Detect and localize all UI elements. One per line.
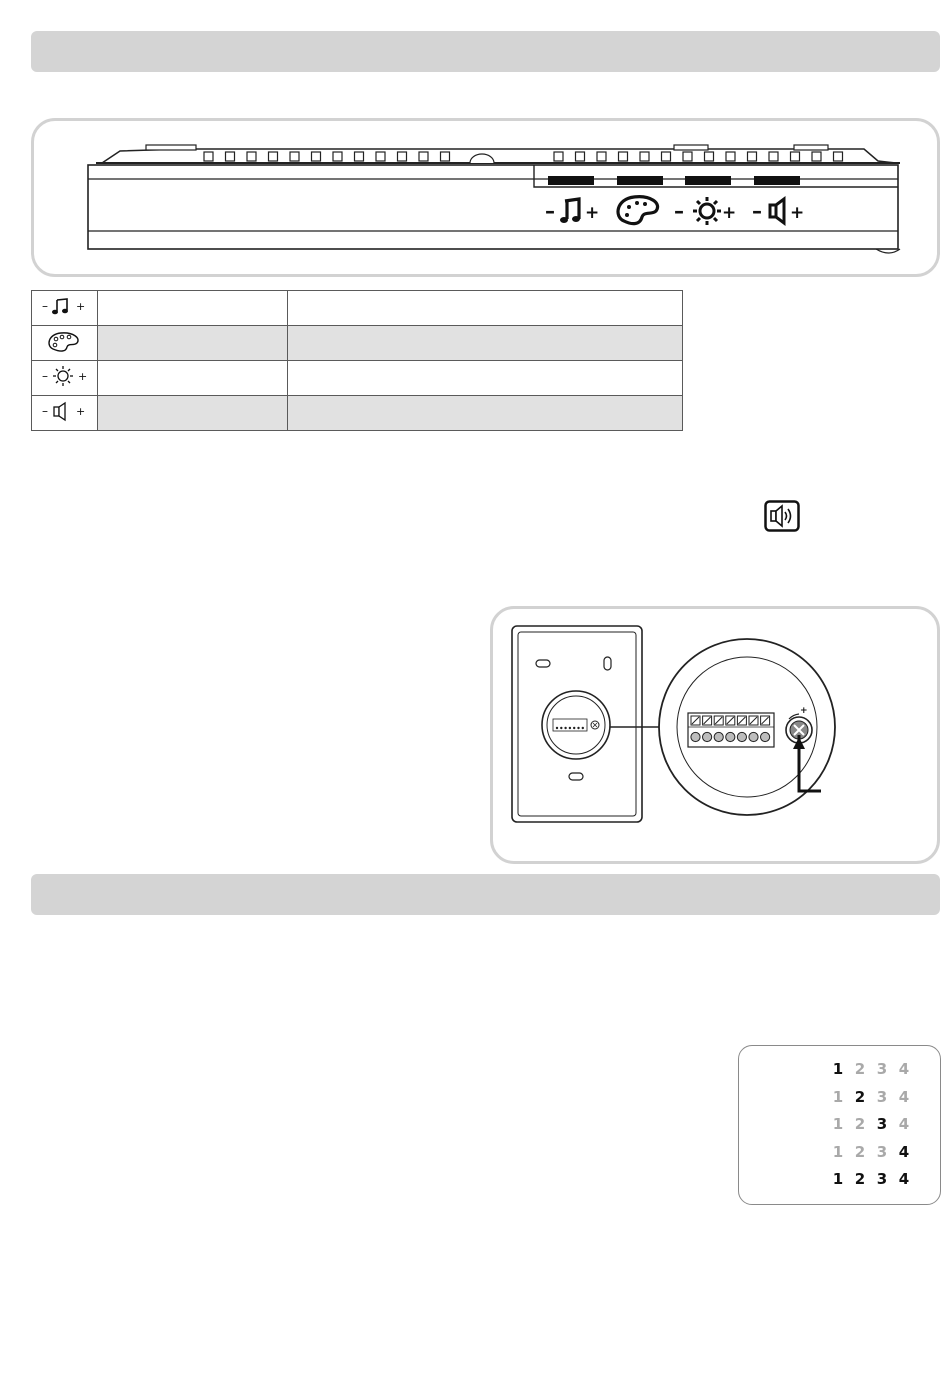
sequence-digit: 1 <box>832 1087 844 1106</box>
terminal-pin <box>569 727 571 729</box>
vent-slot <box>269 152 278 161</box>
vent-slot <box>554 152 563 161</box>
vent-slot <box>597 152 606 161</box>
sequence-digit: 1 <box>832 1060 844 1078</box>
sequence-digit: 3 <box>876 1087 888 1106</box>
section-header-bar-top <box>31 31 940 72</box>
table-icon-cell <box>32 361 98 396</box>
table-cell-description <box>288 326 683 361</box>
table-row <box>32 361 683 396</box>
sequence-digit: 2 <box>854 1115 866 1133</box>
table-cell-name <box>98 291 288 326</box>
speaker-icon <box>40 400 90 422</box>
speaker-sound-icon <box>764 500 800 532</box>
vent-slot <box>834 152 843 161</box>
vent-slot <box>226 152 235 161</box>
vent-slot <box>640 152 649 161</box>
vent-slot <box>247 152 256 161</box>
svg-text:–: – <box>41 404 48 418</box>
sequence-digit: 3 <box>876 1115 888 1133</box>
svg-text:–: – <box>674 199 684 223</box>
door-station-illustration <box>493 609 937 861</box>
vent-slot <box>419 152 428 161</box>
terminal-pin <box>556 727 558 729</box>
table-cell-name <box>98 361 288 396</box>
section-header-bar-bottom <box>31 874 940 915</box>
vent-slot <box>376 152 385 161</box>
terminal-pin <box>573 727 575 729</box>
terminal-pin <box>582 727 584 729</box>
svg-text:+: + <box>77 370 87 383</box>
vent-slot <box>312 152 321 161</box>
svg-text:+: + <box>585 203 600 223</box>
terminal-screw <box>761 732 770 741</box>
svg-text:–: – <box>41 369 48 383</box>
terminal-screw <box>703 732 712 741</box>
monitor-edge-illustration <box>34 121 937 274</box>
svg-text:–: – <box>752 199 762 223</box>
table-row <box>32 291 683 326</box>
table-row <box>32 396 683 431</box>
vent-slot <box>726 152 735 161</box>
vent-slot <box>290 152 299 161</box>
vent-slot <box>398 152 407 161</box>
table-icon-cell <box>32 291 98 326</box>
terminal-pin <box>577 727 579 729</box>
controls-table <box>31 290 683 431</box>
speaker-icon <box>752 199 804 223</box>
sequence-digit: 1 <box>832 1170 844 1188</box>
sequence-digit: 3 <box>876 1060 888 1078</box>
sequence-digit: 2 <box>854 1060 866 1078</box>
table-icon-cell <box>32 396 98 431</box>
terminal-screw <box>749 732 758 741</box>
sequence-digit: 4 <box>898 1115 910 1133</box>
terminal-pin <box>564 727 566 729</box>
vent-slot <box>812 152 821 161</box>
sequence-table <box>738 1045 941 1205</box>
vent-slot <box>441 152 450 161</box>
table-cell-description <box>288 396 683 431</box>
sequence-digit: 3 <box>876 1142 888 1161</box>
terminal-screw <box>691 732 700 741</box>
sequence-digit: 4 <box>898 1087 910 1106</box>
screw-direction-label: + <box>800 706 808 716</box>
terminal-screw <box>714 732 723 741</box>
vent-slot <box>748 152 757 161</box>
sequence-digit: 4 <box>898 1060 910 1078</box>
vent-slot <box>683 152 692 161</box>
terminal-screw <box>737 732 746 741</box>
sequence-digit: 2 <box>854 1087 866 1106</box>
svg-text:+: + <box>75 300 85 313</box>
table-cell-name <box>98 326 288 361</box>
sequence-digit: 1 <box>832 1142 844 1161</box>
table-cell-description <box>288 291 683 326</box>
sequence-row <box>829 1143 929 1165</box>
vent-slot <box>791 152 800 161</box>
vent-slot <box>662 152 671 161</box>
vent-slot <box>619 152 628 161</box>
svg-text:–: – <box>545 199 555 223</box>
vent-slot <box>576 152 585 161</box>
palette-icon <box>45 328 85 354</box>
sequence-row <box>829 1170 929 1192</box>
svg-text:+: + <box>790 203 805 223</box>
svg-text:+: + <box>722 203 737 223</box>
terminal-pin <box>560 727 562 729</box>
brightness-icon <box>40 364 90 388</box>
vent-slot <box>769 152 778 161</box>
vent-slot <box>204 152 213 161</box>
sequence-digit: 2 <box>854 1142 866 1161</box>
terminal-screw <box>726 732 735 741</box>
svg-text:+: + <box>75 405 85 418</box>
sequence-row <box>829 1088 929 1110</box>
vent-slot <box>705 152 714 161</box>
vent-slot <box>333 152 342 161</box>
table-cell-name <box>98 396 288 431</box>
vent-slot <box>355 152 364 161</box>
door-station-volume-panel <box>490 606 940 864</box>
table-icon-cell <box>32 326 98 361</box>
table-row <box>32 326 683 361</box>
sequence-digit: 1 <box>832 1115 844 1133</box>
monitor-controls-panel <box>31 118 940 277</box>
sequence-digit: 3 <box>876 1170 888 1188</box>
sequence-digit: 2 <box>854 1170 866 1188</box>
table-cell-description <box>288 361 683 396</box>
sequence-digit: 4 <box>898 1142 910 1161</box>
melody-icon <box>40 295 90 317</box>
svg-text:–: – <box>41 299 48 313</box>
sequence-row <box>829 1060 929 1082</box>
sequence-row <box>829 1115 929 1137</box>
sequence-digit: 4 <box>898 1170 910 1188</box>
